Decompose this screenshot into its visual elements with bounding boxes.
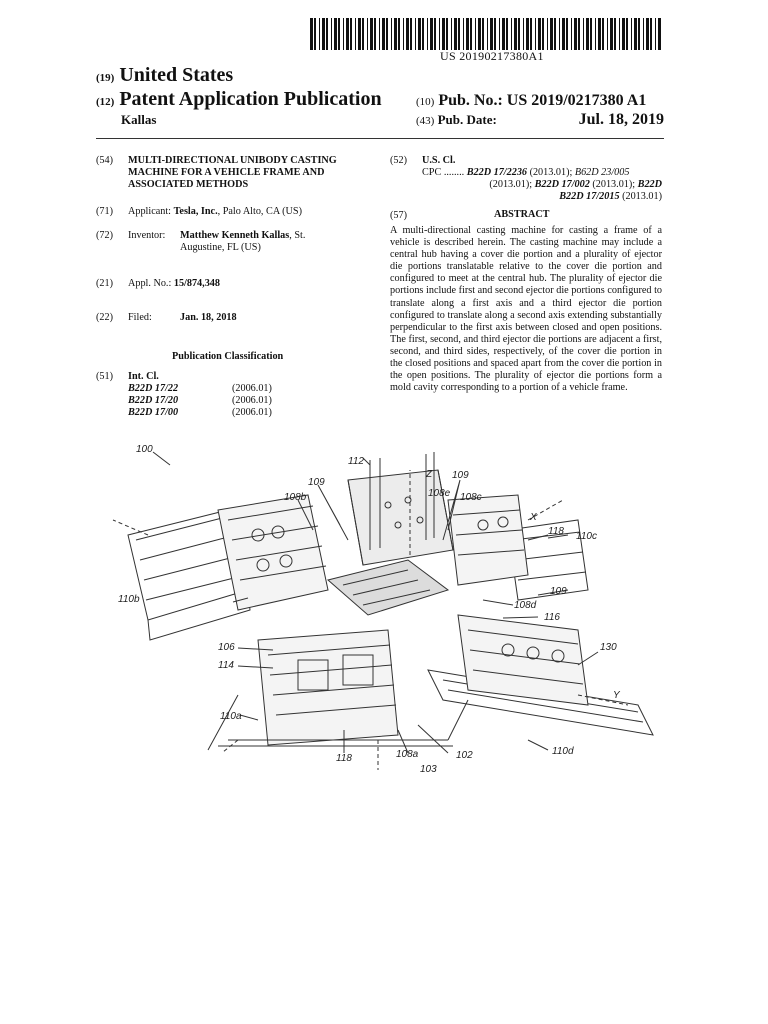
cpc-1: B22D 17/2236 [466, 167, 528, 178]
label-109-top: 109 [452, 470, 469, 481]
inventor-label: Inventor: [128, 230, 166, 241]
country-line [96, 64, 233, 87]
label-108b: 108b [284, 492, 307, 503]
label-102: 102 [456, 750, 473, 761]
pub-class-heading: Publication Classification [172, 351, 284, 362]
intcl-code-1: B22D 17/22 [128, 383, 179, 394]
label-110b: 110b [118, 594, 140, 605]
publication-kind: Patent Application Publication [119, 88, 382, 110]
cpc-4-year: (2013.01) [619, 191, 662, 202]
label-118-top: 118 [548, 526, 564, 537]
label-100: 100 [136, 444, 153, 455]
label-116: 116 [544, 612, 560, 623]
appl-label: Appl. No.: [128, 278, 172, 289]
intcl-code-3: B22D 17/00 [128, 407, 179, 418]
cpc-2: B62D 23/005 [574, 167, 630, 178]
cpc-4: B22D 17/2015 [559, 191, 620, 202]
label-103: 103 [420, 764, 437, 775]
intcl-year-3: (2006.01) [232, 407, 272, 418]
ejector-108b [218, 495, 328, 610]
inventor [180, 230, 330, 254]
applicant-code: (71) [96, 206, 113, 217]
label-130: 130 [600, 642, 617, 653]
label-108e: 108e [428, 488, 451, 499]
cpc-4a: B22D [637, 179, 662, 190]
label-110a: 110a [220, 711, 242, 722]
cover-die [348, 452, 453, 565]
applicant-label: Applicant: [128, 206, 172, 217]
pub-no-label: Pub. No.: [438, 92, 503, 109]
filed-label: Filed: [128, 312, 152, 323]
pub-date [416, 112, 664, 128]
invention-title: MULTI-DIRECTIONAL UNIBODY CASTING MACHINE FOR A VEHICLE FRAME AND ASSOCIATED METHODS [128, 155, 337, 190]
pub-date-value: Jul. 18, 2019 [578, 111, 664, 128]
appl-code: (21) [96, 278, 113, 289]
pub-date-label: Pub. Date: [437, 112, 497, 127]
applicant-location: , Palo Alto, CA (US) [217, 206, 302, 217]
pub-no-value: US 2019/0217380 A1 [506, 92, 647, 109]
label-109-left: 109 [308, 477, 325, 488]
intcl-year-2: (2006.01) [232, 395, 272, 406]
abstract-heading: ABSTRACT [494, 209, 550, 220]
intcl-code-2: B22D 17/20 [128, 395, 179, 406]
label-112: 112 [348, 456, 364, 467]
label-110d: 110d [552, 746, 574, 757]
abstract-code: (57) [390, 210, 407, 221]
label-y: Y [613, 690, 620, 701]
ejector-108d [458, 615, 588, 705]
pub-date-code: (43) [416, 115, 435, 127]
cpc-1-year: (2013.01); [527, 167, 575, 178]
cpc-2-year: (2013.01); [489, 179, 535, 190]
pub-no-code: (10) [416, 96, 435, 108]
ejector-108c [448, 495, 528, 585]
label-110c: 110c [576, 531, 597, 542]
inventor-name: Matthew Kenneth Kallas [180, 230, 290, 241]
label-118-bottom: 118 [336, 753, 352, 764]
intcl-code: (51) [96, 371, 113, 382]
filed-code: (22) [96, 312, 113, 323]
country-code: (19) [96, 72, 115, 84]
applicant [128, 206, 368, 218]
appl-value: 15/874,348 [173, 278, 220, 289]
label-108c: 108c [460, 492, 482, 503]
inventor-location: , St. Augustine, FL (US) [180, 230, 306, 253]
header-rule [96, 138, 664, 139]
appl-no [128, 278, 220, 290]
ejector-108a [258, 630, 398, 745]
inventor-code: (72) [96, 230, 113, 241]
country-name: United States [119, 64, 234, 86]
label-z: Z [426, 469, 433, 480]
abstract-text: A multi-directional casting machine for casting a frame of a vehicle is described herein. The casting machine may include a central hub having a cover die portion and a plurality of ejector die portions translatable relative to the cover die portion and configured to meet at the central hub. The plurality of ejector die portions include first and second ejector die portions configured to translate along a first axis and a third ejector die portion configured to translate along a second axis extending substantially perpendicular to the first axis between closed and open positions. The first, second, and third ejector die portions are adjacent a first, second, and third sides, respectively, of the cover die portion in the closed positions and spaced apart from the cover die portion in the open positions. The plurality of ejector die portions form a mold cavity corresponding to a portion of a vehicle frame. [390, 225, 662, 394]
intcl-label: Int. Cl. [128, 371, 159, 382]
label-x: X [530, 512, 537, 523]
cpc-block [422, 167, 662, 203]
intcl-year-1: (2006.01) [232, 383, 272, 394]
uscl-label: U.S. Cl. [422, 155, 456, 166]
inventor-surname: Kallas [121, 112, 157, 127]
cpc-label: CPC [422, 167, 442, 178]
filed-value: Jan. 18, 2018 [180, 312, 237, 323]
kind-line [96, 88, 382, 111]
applicant-name: Tesla, Inc. [173, 206, 218, 217]
mold-cavity [328, 560, 448, 615]
label-109-right: 109 [550, 586, 567, 597]
title-code: (54) [96, 155, 113, 166]
barcode-number: US 20190217380A1 [440, 49, 544, 63]
label-114: 114 [218, 660, 234, 671]
barcode [310, 18, 662, 50]
patent-figure [108, 440, 668, 780]
kind-code: (12) [96, 96, 115, 108]
uscl-code: (52) [390, 155, 407, 166]
pub-number [416, 92, 646, 110]
cpc-3: B22D 17/002 [534, 179, 590, 190]
cpc-dots: ........ [443, 167, 465, 178]
cpc-3-year: (2013.01); [589, 179, 638, 190]
label-106: 106 [218, 642, 235, 653]
label-108d: 108d [514, 600, 537, 611]
label-108a: 108a [396, 749, 419, 760]
